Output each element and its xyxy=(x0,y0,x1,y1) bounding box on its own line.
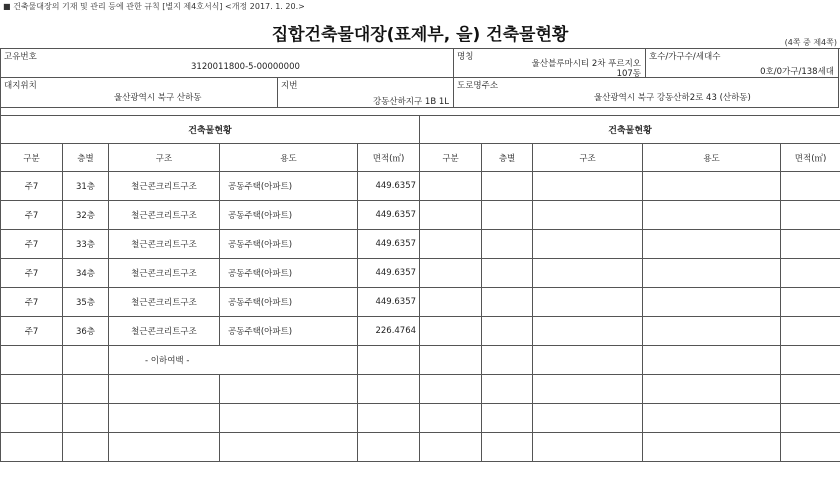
page-title: 집합건축물대장(표제부, 을) 건축물현황 xyxy=(271,25,569,45)
lot-cell xyxy=(278,78,454,108)
row-use: 공동주택(아파트) xyxy=(220,317,358,346)
row-use: 공동주택(아파트) xyxy=(220,288,358,317)
end-marker-row xyxy=(1,346,840,375)
road-label: 도로명주소 xyxy=(457,81,499,91)
row-type: 주7 xyxy=(1,230,63,259)
name-value-2: 107동 xyxy=(616,69,641,78)
page-count: (4쪽 중 제4쪽) xyxy=(784,38,837,47)
right-section-title: 건축물현황 xyxy=(420,116,840,144)
name-cell xyxy=(454,48,646,78)
units-label: 호수/가구수/세대수 xyxy=(649,52,721,62)
col-header-floor: 층별 xyxy=(63,144,109,172)
table-row xyxy=(1,317,840,346)
end-marker: - 이하여백 - xyxy=(109,346,358,375)
table-row xyxy=(1,288,840,317)
units-cell xyxy=(646,48,839,78)
row-area: 449.6357 xyxy=(358,230,420,259)
col-header-type: 구분 xyxy=(420,144,482,172)
id-cell xyxy=(0,48,454,78)
id-label: 고유번호 xyxy=(4,52,37,62)
empty-row xyxy=(1,404,840,433)
row-floor: 31층 xyxy=(63,172,109,201)
row-structure: 철근콘크리트구조 xyxy=(109,201,220,230)
site-label: 대지위치 xyxy=(4,81,37,91)
row-use: 공동주택(아파트) xyxy=(220,230,358,259)
road-value: 울산광역시 북구 강동산하2로 43 (산하동) xyxy=(594,93,751,103)
row-floor: 32층 xyxy=(63,201,109,230)
col-header-use: 용도 xyxy=(643,144,781,172)
row-type: 주7 xyxy=(1,172,63,201)
name-value-1: 울산블루마시티 2차 푸르지오 xyxy=(531,59,641,69)
row-structure: 철근콘크리트구조 xyxy=(109,317,220,346)
col-header-area: 면적(㎡) xyxy=(358,144,420,172)
row-floor: 35층 xyxy=(63,288,109,317)
col-header-area: 면적(㎡) xyxy=(781,144,840,172)
row-type: 주7 xyxy=(1,259,63,288)
row-structure: 철근콘크리트구조 xyxy=(109,230,220,259)
lot-label: 지번 xyxy=(281,81,298,91)
form-regulation-note: ■ 건축물대장의 기재 및 관리 등에 관한 규칙 [별지 제4호서식] <개정 2017. 1. 20.> xyxy=(3,2,305,11)
id-value: 3120011800-5-00000000 xyxy=(191,62,300,72)
row-floor: 33층 xyxy=(63,230,109,259)
col-header-structure: 구조 xyxy=(109,144,220,172)
row-use: 공동주택(아파트) xyxy=(220,259,358,288)
row-type: 주7 xyxy=(1,288,63,317)
empty-row xyxy=(1,433,840,462)
row-use: 공동주택(아파트) xyxy=(220,201,358,230)
col-header-use: 용도 xyxy=(220,144,358,172)
col-header-structure: 구조 xyxy=(533,144,643,172)
row-area: 449.6357 xyxy=(358,259,420,288)
units-value: 0호/0가구/138세대 xyxy=(760,67,834,77)
col-header-floor: 층별 xyxy=(482,144,533,172)
empty-row xyxy=(1,375,840,404)
row-type: 주7 xyxy=(1,201,63,230)
table-row xyxy=(1,259,840,288)
col-header-type: 구분 xyxy=(1,144,63,172)
row-area: 226.4764 xyxy=(358,317,420,346)
row-structure: 철근콘크리트구조 xyxy=(109,259,220,288)
table-row xyxy=(1,230,840,259)
site-value: 울산광역시 북구 산하동 xyxy=(114,93,202,103)
row-area: 449.6357 xyxy=(358,172,420,201)
row-use: 공동주택(아파트) xyxy=(220,172,358,201)
building-status-table xyxy=(0,115,840,462)
table-row xyxy=(1,201,840,230)
row-floor: 36층 xyxy=(63,317,109,346)
name-label: 명칭 xyxy=(457,52,474,62)
row-area: 449.6357 xyxy=(358,288,420,317)
lot-value: 강동산하지구 1B 1L xyxy=(372,97,449,107)
road-cell xyxy=(454,78,839,108)
left-section-title: 건축물현황 xyxy=(1,116,420,144)
row-area: 449.6357 xyxy=(358,201,420,230)
row-type: 주7 xyxy=(1,317,63,346)
table-row xyxy=(1,172,840,201)
row-structure: 철근콘크리트구조 xyxy=(109,172,220,201)
row-floor: 34층 xyxy=(63,259,109,288)
site-cell xyxy=(0,78,278,108)
row-structure: 철근콘크리트구조 xyxy=(109,288,220,317)
